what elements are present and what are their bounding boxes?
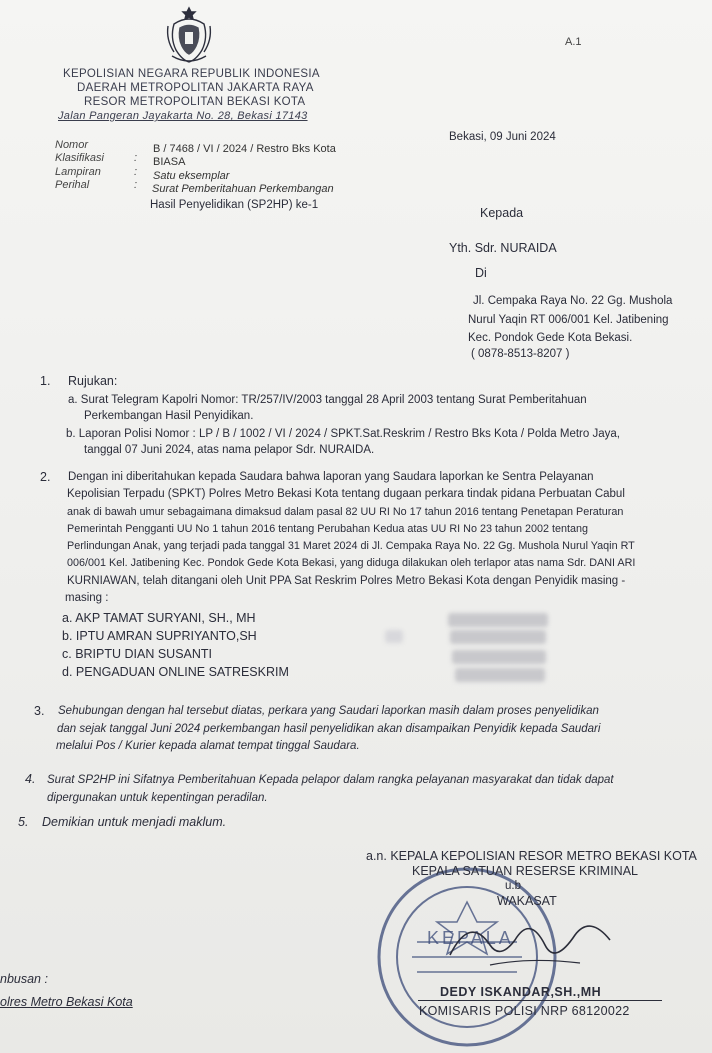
signature-line-2: KEPALA SATUAN RESERSE KRIMINAL: [412, 864, 638, 878]
para-1-number: 1.: [40, 374, 51, 388]
klasifikasi-label: Klasifikasi: [55, 152, 104, 164]
para-1-title: Rujukan:: [68, 374, 118, 388]
investigator-item: d. PENGADUAN ONLINE SATRESKRIM: [62, 665, 289, 679]
tembusan-cc: olres Metro Bekasi Kota: [0, 995, 133, 1009]
para-2-line: Pemerintah Pengganti UU No 1 tahun 2016 tentang Perubahan Kedua atas UU RI No 23 tahun 2002 tentang: [67, 523, 589, 535]
klasifikasi-value: BIASA: [153, 156, 186, 168]
recipient-address-2: Nurul Yaqin RT 006/001 Kel. Jatibening: [468, 314, 669, 326]
redacted-phone: [450, 630, 546, 644]
kepada-label: Kepada: [480, 206, 524, 220]
para-4-line: Surat SP2HP ini Sifatnya Pemberitahuan Kepada pelapor dalam rangka pelayanan masyarakat dan tidak dapat: [47, 774, 614, 786]
di-label: Di: [475, 266, 487, 280]
nomor-label: Nomor: [55, 139, 89, 151]
para-4-number: 4.: [25, 772, 36, 786]
stamp-text: KEPALA: [427, 928, 514, 948]
header-line-1: KEPOLISIAN NEGARA REPUBLIK INDONESIA: [63, 68, 320, 80]
lampiran-value: Satu eksemplar: [153, 170, 230, 182]
letter-date: Bekasi, 09 Juni 2024: [449, 131, 556, 143]
para-4-line: dipergunakan untuk kepentingan peradilan.: [47, 792, 268, 804]
para-3-number: 3.: [34, 704, 45, 718]
tembusan-label: nbusan :: [0, 972, 48, 986]
recipient-address-3: Kec. Pondok Gede Kota Bekasi.: [468, 332, 633, 344]
signature-line-3: u.b: [505, 880, 521, 892]
colon: :: [134, 166, 138, 178]
perihal-label: Perihal: [55, 179, 90, 191]
para-5-text: Demikian untuk menjadi maklum.: [42, 815, 227, 829]
para-2-line: anak di bawah umur sebagaimana dimaksud dalam pasal 82 UU RI No 17 tahun 2016 tentang Penetapan Peraturan: [67, 506, 624, 518]
signature-line-4: WAKASAT: [497, 894, 557, 908]
investigator-item: c. BRIPTU DIAN SUSANTI: [62, 647, 213, 661]
para-1a-line-2: Perkembangan Hasil Penyidikan.: [84, 410, 254, 422]
signatory-rank: KOMISARIS POLISI NRP 68120022: [419, 1004, 630, 1018]
page-mark: A.1: [565, 36, 582, 48]
perihal-value-2: Hasil Penyelidikan (SP2HP) ke-1: [150, 199, 319, 211]
redacted-phone: [452, 650, 546, 664]
redacted-mark: [385, 630, 403, 643]
colon: :: [134, 179, 138, 191]
investigator-item: b. IPTU AMRAN SUPRIYANTO,SH: [62, 629, 257, 643]
para-2-line: KURNIAWAN, telah ditangani oleh Unit PPA Sat Reskrim Polres Metro Bekasi Kota dengan Penyidik masing -: [67, 575, 626, 587]
para-3-line: dan sejak tanggal Juni 2024 perkembangan hasil penyelidikan akan disampaikan Penyidik kepada Saudari: [57, 723, 601, 735]
recipient-address-1: Jl. Cempaka Raya No. 22 Gg. Mushola: [473, 295, 673, 307]
signature-line-1: a.n. KEPALA KEPOLISIAN RESOR METRO BEKASI KOTA: [366, 849, 697, 863]
redacted-phone: [448, 613, 548, 627]
lampiran-label: Lampiran: [55, 166, 101, 178]
para-1a-line-1: a. Surat Telegram Kapolri Nomor: TR/257/IV/2003 tanggal 28 April 2003 tentang Surat Pemberitahuan: [68, 394, 587, 406]
header-line-3: RESOR METROPOLITAN BEKASI KOTA: [84, 96, 306, 108]
para-2-number: 2.: [40, 470, 51, 484]
para-2-line: masing :: [65, 592, 109, 604]
investigator-item: a. AKP TAMAT SURYANI, SH., MH: [62, 611, 256, 625]
header-line-2: DAERAH METROPOLITAN JAKARTA RAYA: [77, 82, 314, 94]
para-3-line: melalui Pos / Kurier kepada alamat tempat tinggal Saudara.: [56, 740, 360, 752]
header-address: Jalan Pangeran Jayakarta No. 28, Bekasi 17143: [58, 110, 308, 122]
redacted-phone: [455, 668, 545, 682]
para-5-number: 5.: [18, 815, 29, 829]
para-3-line: Sehubungan dengan hal tersebut diatas, perkara yang Saudari laporkan masih dalam proses penyelidikan: [58, 705, 599, 717]
perihal-value-1: Surat Pemberitahuan Perkembangan: [152, 183, 334, 195]
para-2-line: Dengan ini diberitahukan kepada Saudara bahwa laporan yang Saudara laporkan ke Sentra Pelayanan: [68, 471, 594, 483]
para-2-line: Kepolisian Terpadu (SPKT) Polres Metro Bekasi Kota tentang dugaan perkara tindak pidana Perbuatan Cabul: [67, 488, 625, 500]
police-crest-logo: [160, 4, 218, 66]
colon: :: [134, 152, 138, 164]
para-1b-line-2: tanggal 07 Juni 2024, atas nama pelapor Sdr. NURAIDA.: [84, 444, 375, 456]
recipient-phone: ( 0878-8513-8207 ): [471, 348, 570, 360]
para-2-line: 006/001 Kel. Jatibening Kec. Pondok Gede Kota Bekasi, yang diduga dilakukan oleh terlapor atas nama Sdr. DANI ARI: [67, 557, 636, 569]
signature-divider: [418, 1000, 662, 1001]
signatory-name: DEDY ISKANDAR,SH.,MH: [440, 985, 602, 999]
recipient-name: Yth. Sdr. NURAIDA: [449, 241, 557, 255]
nomor-value: B / 7468 / VI / 2024 / Restro Bks Kota: [153, 143, 336, 155]
para-2-line: Perlindungan Anak, yang terjadi pada tanggal 31 Maret 2024 di Jl. Cempaka Raya No. 22 Gg. Mushola Nurul Yaqin RT: [67, 540, 635, 552]
handwritten-signature: [430, 905, 630, 980]
para-1b-line-1: b. Laporan Polisi Nomor : LP / B / 1002 / VI / 2024 / SPKT.Sat.Reskrim / Restro Bks Kota / Polda Metro Jaya,: [66, 428, 620, 440]
